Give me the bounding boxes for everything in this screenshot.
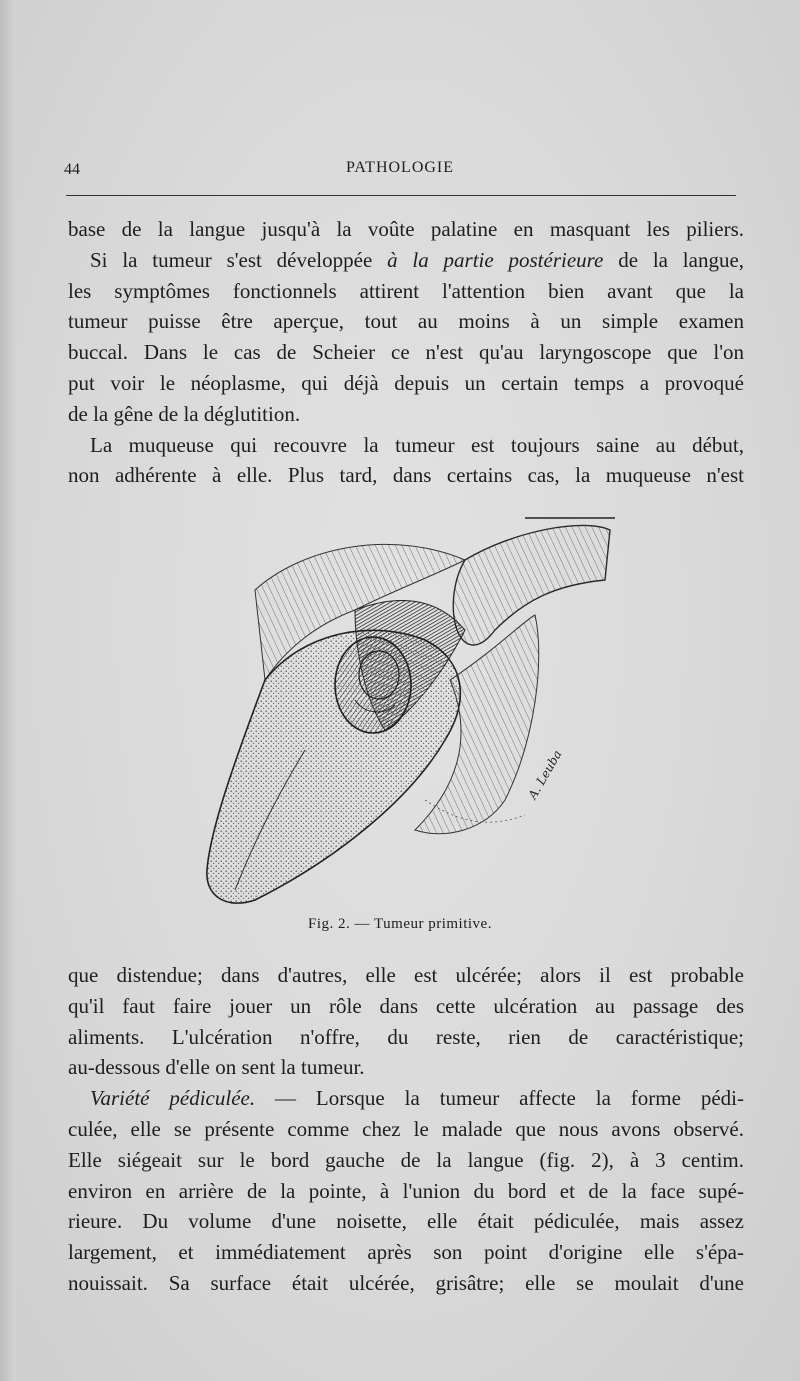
paragraph-5: [68, 1083, 744, 1299]
text-line: La muqueuse qui recouvre la tumeur est toujours saine au début,: [90, 432, 744, 457]
figure-caption: Fig. 2. — Tumeur primitive.: [308, 916, 492, 932]
page-gutter-shadow: [0, 0, 16, 1381]
paragraph-2: [68, 245, 744, 430]
text-block-lower: [68, 960, 744, 1299]
text-line: [68, 245, 744, 276]
text-line: nouissait. Sa surface était ulcérée, grisâtre; elle se moulait d'une: [68, 1270, 744, 1295]
text-run: Si la tumeur s'est développée: [90, 247, 388, 272]
text-line: base de la langue jusqu'à la voûte palatine en masquant les piliers.: [68, 217, 744, 241]
paragraph-3: [68, 430, 744, 492]
italic-lead: Variété pédiculée.: [90, 1086, 256, 1111]
engraving-tongue-tumor-icon: [195, 500, 635, 910]
text-run: — Lorsque la tumeur affecte la forme pédi-: [255, 1086, 744, 1111]
text-line: aliments. L'ulcération n'offre, du reste, rien de caractéristique;: [68, 1024, 744, 1049]
text-line: culée, elle se présente comme chez le malade que nous avons observé.: [68, 1116, 744, 1141]
paragraph-1: [68, 214, 744, 245]
text-line: les symptômes fonctionnels attirent l'attention bien avant que la: [68, 278, 744, 303]
header-rule: [66, 195, 736, 196]
italic-phrase: à la partie postérieure: [387, 247, 604, 272]
paragraph-4: [68, 960, 744, 1083]
page-number: 44: [64, 161, 80, 178]
text-line: Elle siégeait sur le bord gauche de la langue (fig. 2), à 3 centim.: [68, 1147, 744, 1172]
page-header: [62, 155, 738, 185]
text-line: [68, 1083, 744, 1114]
text-line: au-dessous d'elle on sent la tumeur.: [68, 1055, 365, 1080]
text-run: de la langue,: [603, 247, 744, 272]
text-block-upper: [68, 214, 744, 491]
text-line: rieure. Du volume d'une noisette, elle était pédiculée, mais assez: [68, 1209, 744, 1234]
text-line: environ en arrière de la pointe, à l'union du bord et de la face supé-: [68, 1178, 744, 1203]
engraver-signature: A. Leuba: [525, 747, 565, 802]
text-line: put voir le néoplasme, qui déjà depuis un certain temps a provoqué: [68, 370, 744, 395]
text-line: tumeur puisse être aperçue, tout au moins à un simple examen: [68, 309, 744, 334]
running-title: PATHOLOGIE: [345, 159, 455, 176]
text-line: que distendue; dans d'autres, elle est ulcérée; alors il est probable: [68, 963, 744, 987]
text-line: buccal. Dans le cas de Scheier ce n'est qu'au laryngoscope que l'on: [68, 340, 744, 365]
text-line: de la gêne de la déglutition.: [68, 401, 301, 426]
text-line: non adhérente à elle. Plus tard, dans certains cas, la muqueuse n'est: [68, 463, 744, 488]
figure-tongue-engraving: [195, 500, 635, 910]
text-line: largement, et immédiatement après son point d'origine elle s'épa-: [68, 1240, 744, 1265]
text-line: qu'il faut faire jouer un rôle dans cette ulcération au passage des: [68, 993, 744, 1018]
